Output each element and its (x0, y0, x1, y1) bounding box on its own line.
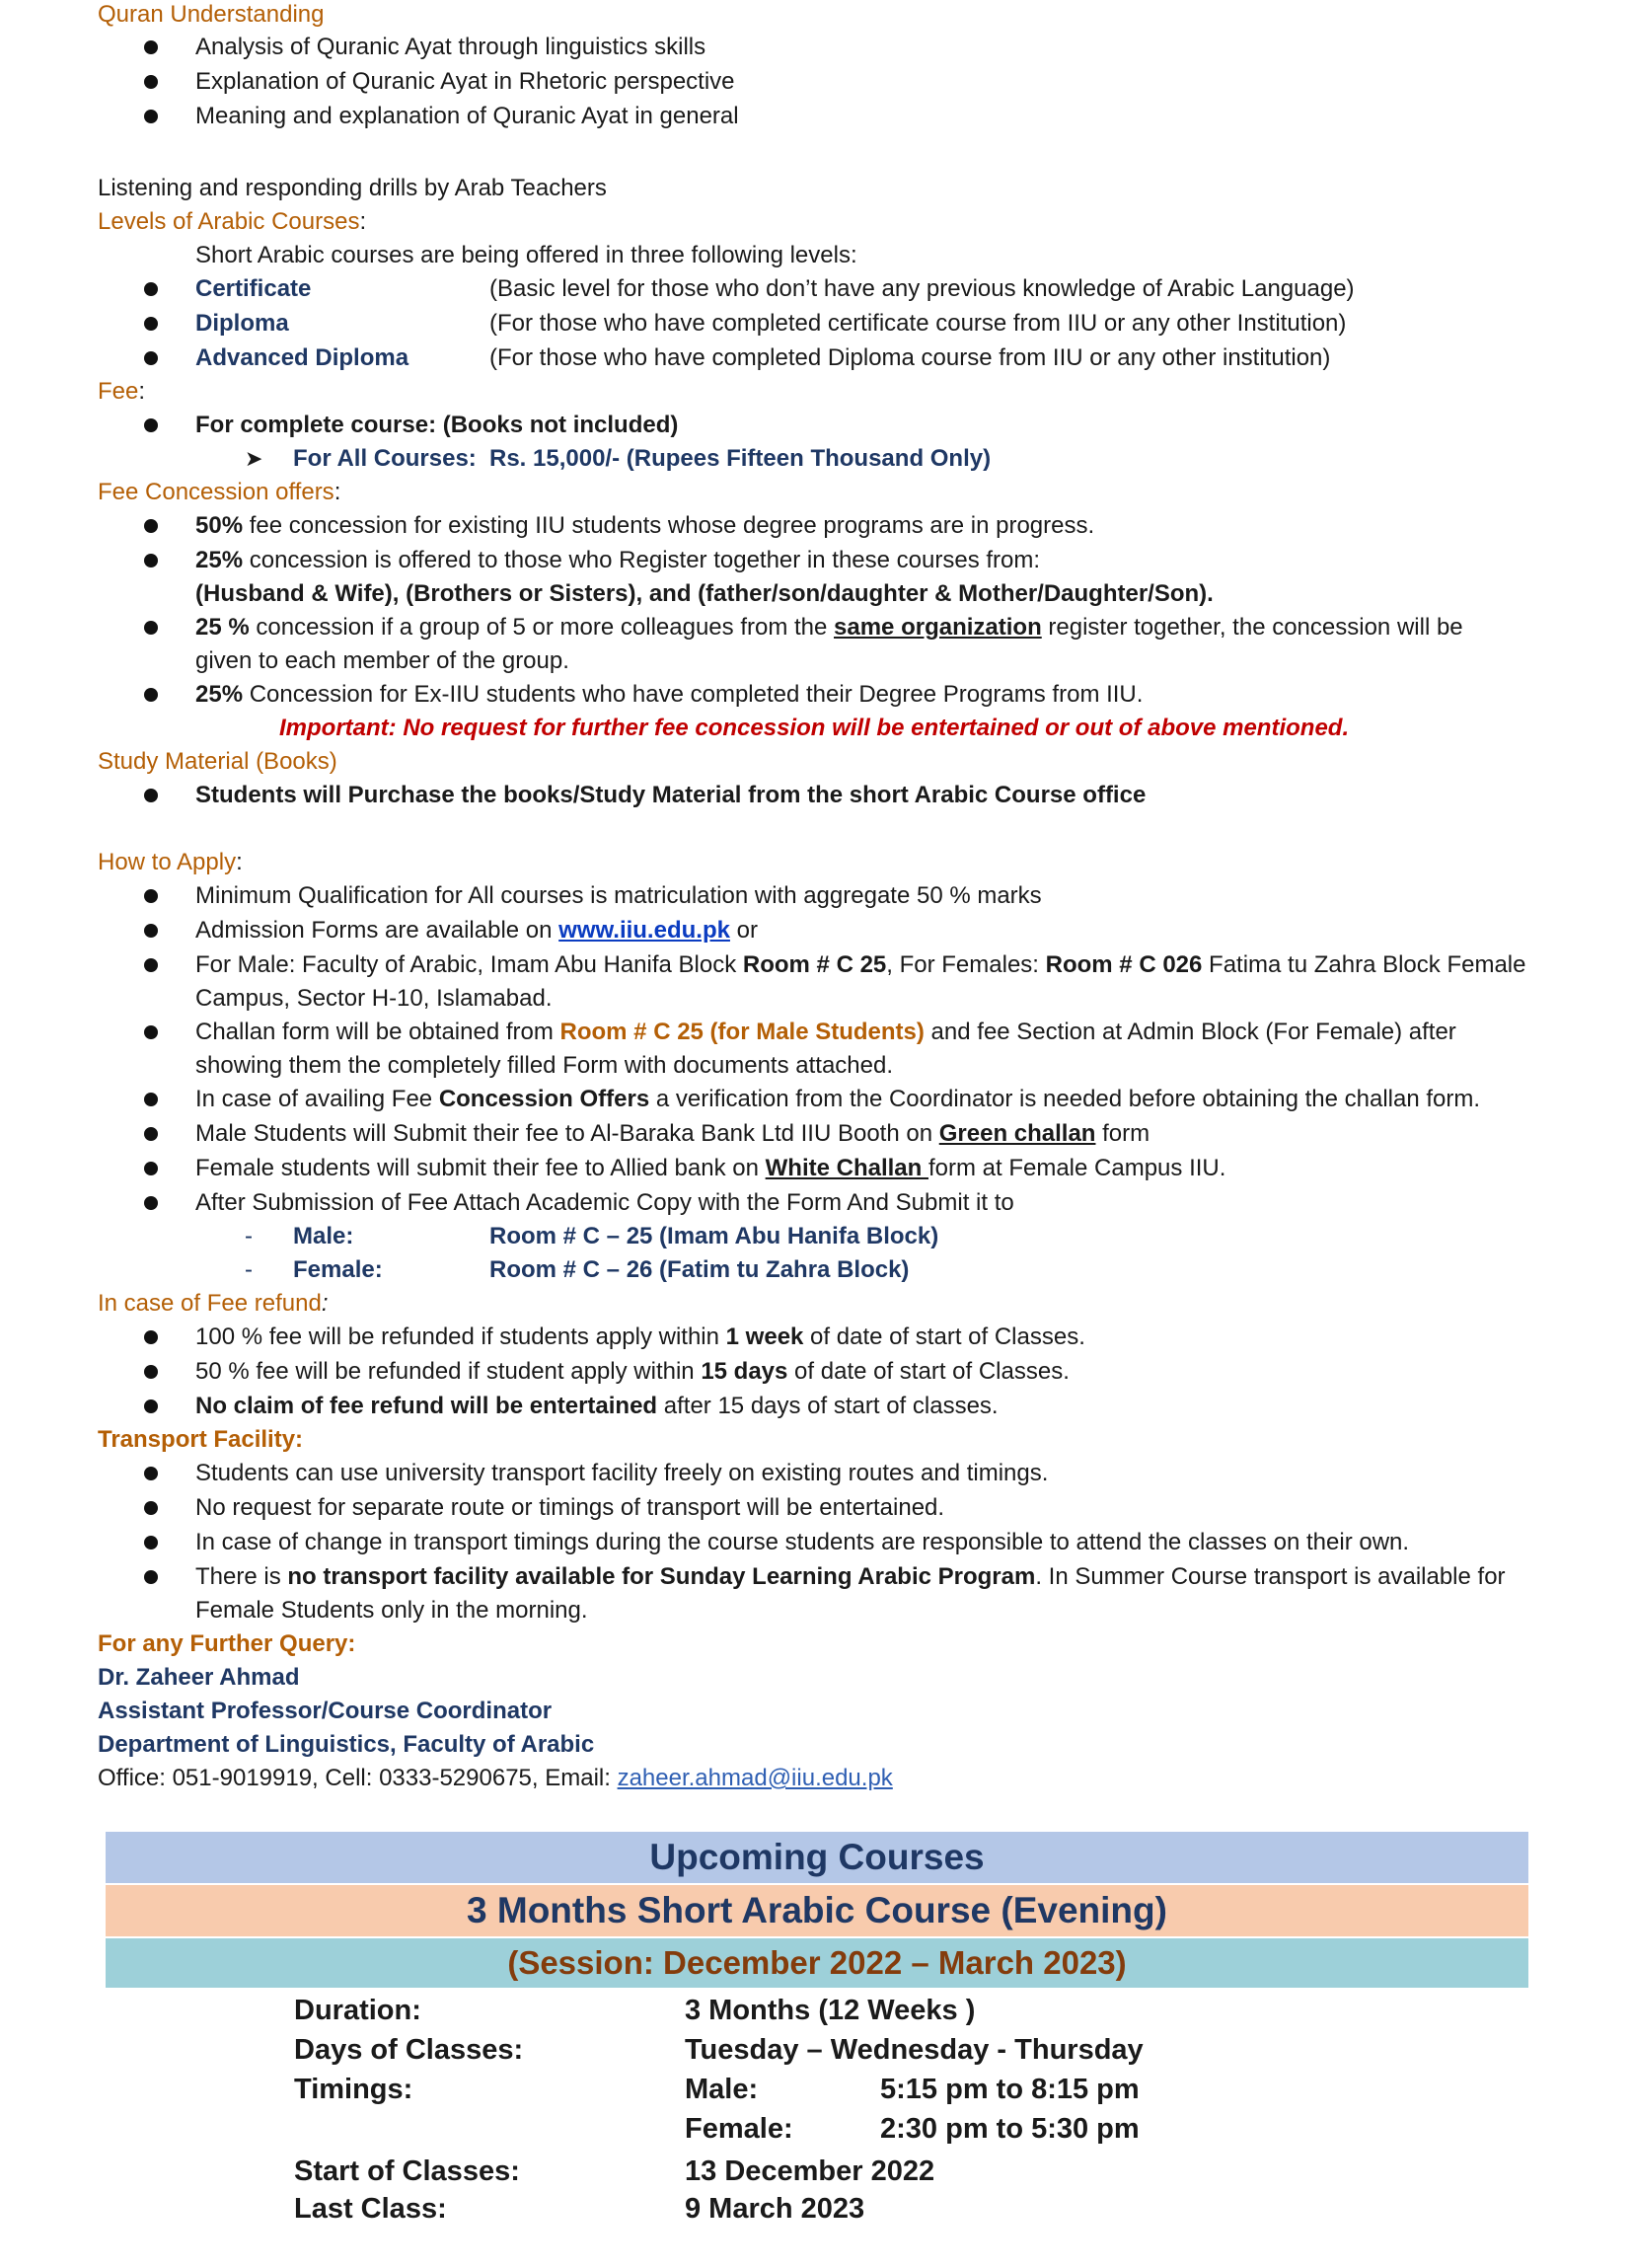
dash-bullet-icon: - (245, 1256, 253, 1283)
refund-heading: In case of Fee refund: (98, 1290, 329, 1317)
bullet (144, 1467, 158, 1480)
apply-item-5: In case of availing Fee Concession Offers a verification from the Coordinator is needed before obtaining the challan form. (195, 1086, 1481, 1112)
level-desc-diploma: (For those who have completed certificate course from IIU or any other Institution) (489, 310, 1347, 337)
timing-male-value: 5:15 pm to 8:15 pm (880, 2074, 1140, 2105)
refund-item-3: No claim of fee refund will be entertained after 15 days of start of classes. (195, 1393, 999, 1419)
level-name-diploma: Diploma (195, 310, 289, 337)
concession-item-1: 50% fee concession for existing IIU students whose degree programs are in progress. (195, 512, 1095, 539)
apply-item-4: Challan form will be obtained from Room # C 25 (for Male Students) and fee Section at Admin Block (For Female) after (195, 1019, 1456, 1045)
quran-item-3: Meaning and explanation of Quranic Ayat in general (195, 103, 739, 129)
last-class-label: Last Class: (294, 2193, 447, 2225)
dash-bullet-icon: - (245, 1223, 253, 1249)
level-desc-certificate: (Basic level for those who don’t have any previous knowledge of Arabic Language) (489, 275, 1355, 302)
level-name-advanced-diploma: Advanced Diploma (195, 344, 409, 371)
apply-item-6: Male Students will Submit their fee to Al-Baraka Bank Ltd IIU Booth on Green challan form (195, 1120, 1150, 1147)
transport-item-3: In case of change in transport timings during the course students are responsible to attend the classes on their own. (195, 1529, 1410, 1555)
upcoming-courses-banner: Upcoming Courses (106, 1832, 1528, 1883)
website-link[interactable]: www.iiu.edu.pk (558, 917, 730, 944)
bullet (144, 1127, 158, 1141)
start-value: 13 December 2022 (685, 2155, 935, 2187)
fee-all-courses-value: Rs. 15,000/- (Rupees Fifteen Thousand Only) (489, 445, 992, 472)
coordinator-department: Department of Linguistics, Faculty of Arabic (98, 1731, 595, 1758)
submit-female-room: Room # C – 26 (Fatim tu Zahra Block) (489, 1256, 910, 1283)
submit-male-room: Room # C – 25 (Imam Abu Hanifa Block) (489, 1223, 939, 1249)
apply-item-3: For Male: Faculty of Arabic, Imam Abu Hanifa Block Room # C 25, For Females: Room # C 026 Fatima tu Zahra Block Female (195, 951, 1526, 978)
concession-item-4: 25% Concession for Ex-IIU students who have completed their Degree Programs from IIU. (195, 681, 1144, 708)
quran-item-1: Analysis of Quranic Ayat through linguistics skills (195, 34, 706, 60)
bullet (144, 1162, 158, 1175)
bullet (144, 554, 158, 567)
bullet (144, 519, 158, 533)
refund-item-2: 50 % fee will be refunded if student apply within 15 days of date of start of Classes. (195, 1358, 1070, 1385)
duration-value: 3 Months (12 Weeks ) (685, 1995, 976, 2026)
bullet (144, 621, 158, 635)
last-class-value: 9 March 2023 (685, 2193, 865, 2225)
apply-item-7: Female students will submit their fee to Allied bank on White Challan form at Female Campus IIU. (195, 1155, 1226, 1181)
bullet (144, 110, 158, 123)
transport-item-1: Students can use university transport facility freely on existing routes and timings. (195, 1460, 1049, 1486)
bullet (144, 317, 158, 331)
fee-complete-course: For complete course: (Books not included) (195, 412, 679, 438)
bullet (144, 889, 158, 903)
timings-label: Timings: (294, 2074, 413, 2105)
timing-female-label: Female: (685, 2113, 793, 2145)
bullet (144, 1330, 158, 1344)
submit-female-label: Female: (293, 1256, 383, 1283)
apply-item-2: Admission Forms are available on www.iiu.edu.pk or (195, 917, 758, 944)
apply-item-3-cont: Campus, Sector H-10, Islamabad. (195, 985, 553, 1012)
study-heading: Study Material (Books) (98, 748, 337, 775)
bullet (144, 688, 158, 702)
bullet (144, 1536, 158, 1550)
concession-item-3-cont: given to each member of the group. (195, 647, 569, 674)
timing-male-label: Male: (685, 2074, 759, 2105)
bullet (144, 40, 158, 54)
bullet (144, 1025, 158, 1039)
query-heading: For any Further Query: (98, 1630, 356, 1657)
level-desc-advanced-diploma: (For those who have completed Diploma course from IIU or any other institution) (489, 344, 1331, 371)
bullet (144, 1501, 158, 1515)
concession-item-2-relations: (Husband & Wife), (Brothers or Sisters), and (father/son/daughter & Mother/Daughter/Son). (195, 580, 1214, 607)
bullet (144, 924, 158, 938)
bullet (144, 1570, 158, 1584)
transport-item-2: No request for separate route or timings of transport will be entertained. (195, 1494, 945, 1521)
coordinator-name: Dr. Zaheer Ahmad (98, 1664, 300, 1691)
apply-item-8: After Submission of Fee Attach Academic Copy with the Form And Submit it to (195, 1189, 1014, 1216)
bullet (144, 418, 158, 432)
level-name-certificate: Certificate (195, 275, 312, 302)
days-value: Tuesday – Wednesday - Thursday (685, 2034, 1144, 2066)
bullet (144, 75, 158, 89)
days-label: Days of Classes: (294, 2034, 524, 2066)
bullet (144, 1196, 158, 1210)
bullet (144, 789, 158, 802)
listening-text: Listening and responding drills by Arab Teachers (98, 175, 607, 201)
concession-item-2: 25% concession is offered to those who Register together in these courses from: (195, 547, 1041, 573)
start-label: Start of Classes: (294, 2155, 520, 2187)
coordinator-title: Assistant Professor/Course Coordinator (98, 1698, 553, 1724)
transport-heading: Transport Facility: (98, 1426, 304, 1453)
concession-heading: Fee Concession offers: (98, 479, 341, 505)
quran-heading: Quran Understanding (98, 1, 325, 28)
bullet (144, 351, 158, 365)
fee-all-courses-label: For All Courses: (293, 445, 477, 472)
email-link[interactable]: zaheer.ahmad@iiu.edu.pk (617, 1765, 893, 1791)
bullet (144, 1365, 158, 1379)
course-title-banner: 3 Months Short Arabic Course (Evening) (106, 1885, 1528, 1936)
fee-heading: Fee: (98, 378, 146, 405)
duration-label: Duration: (294, 1995, 421, 2026)
apply-item-1: Minimum Qualification for All courses is matriculation with aggregate 50 % marks (195, 882, 1042, 909)
timing-female-value: 2:30 pm to 5:30 pm (880, 2113, 1140, 2145)
bullet (144, 1399, 158, 1413)
arrow-bullet-icon: ➤ (245, 446, 263, 471)
apply-item-4-cont: showing them the completely filled Form with documents attached. (195, 1052, 894, 1079)
coordinator-contact: Office: 051-9019919, Cell: 0333-5290675, Email: zaheer.ahmad@iiu.edu.pk (98, 1765, 893, 1791)
transport-item-4-cont: Female Students only in the morning. (195, 1597, 588, 1624)
concession-item-3: 25 % concession if a group of 5 or more colleagues from the same organization register together, the concession will be (195, 614, 1463, 641)
bullet (144, 1093, 158, 1106)
session-banner: (Session: December 2022 – March 2023) (106, 1938, 1528, 1988)
bullet (144, 282, 158, 296)
concession-important-note: Important: No request for further fee concession will be entertained or out of above mentioned. (279, 715, 1350, 741)
levels-heading: Levels of Arabic Courses: (98, 208, 367, 235)
apply-heading: How to Apply: (98, 849, 243, 875)
submit-male-label: Male: (293, 1223, 354, 1249)
levels-intro: Short Arabic courses are being offered in three following levels: (195, 242, 857, 268)
bullet (144, 958, 158, 972)
quran-item-2: Explanation of Quranic Ayat in Rhetoric perspective (195, 68, 735, 95)
refund-item-1: 100 % fee will be refunded if students apply within 1 week of date of start of Classes. (195, 1323, 1085, 1350)
transport-item-4: There is no transport facility available for Sunday Learning Arabic Program. In Summer Course transport is available for (195, 1563, 1506, 1590)
study-item: Students will Purchase the books/Study Material from the short Arabic Course office (195, 782, 1147, 808)
